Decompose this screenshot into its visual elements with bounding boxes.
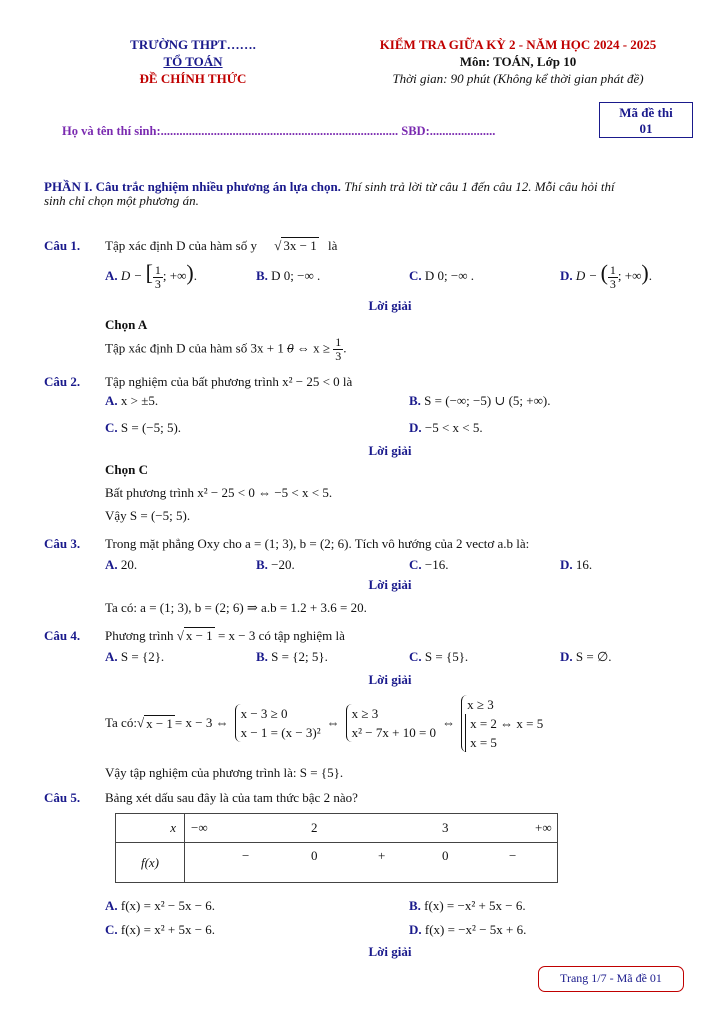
q1-sol-d: 3 bbox=[335, 349, 342, 363]
q4-d-label: D. bbox=[560, 649, 573, 664]
sign-table-f-label: f(x) bbox=[116, 843, 185, 883]
q3-c-label: C. bbox=[409, 557, 422, 572]
q3-b-text: −20. bbox=[271, 557, 295, 572]
department: TỔ TOÁN bbox=[163, 54, 223, 69]
q1-b-label: B. bbox=[256, 268, 268, 283]
q1-c-text: D 0; −∞ . bbox=[424, 268, 474, 283]
q4-d-text: S = ∅. bbox=[575, 649, 612, 664]
sign-table-row-x bbox=[116, 814, 558, 843]
q4-b-text: S = {2; 5}. bbox=[271, 649, 328, 664]
q5-b-label: B. bbox=[409, 898, 421, 913]
q1-d-pre: D − bbox=[575, 268, 598, 283]
q1-option-b bbox=[256, 268, 320, 284]
exam-title: KIỂM TRA GIỮA KỲ 2 - NĂM HỌC 2024 - 2025 bbox=[379, 37, 657, 52]
q4-sys3-c: x = 5 bbox=[470, 734, 497, 750]
q1-option-c bbox=[409, 268, 474, 284]
q1-stem: Tập xác định D của hàm số y bbox=[105, 238, 257, 253]
q2-text: Tập nghiệm của bất phương trình x² − 25 < 0 là bbox=[105, 374, 353, 389]
q2-choice: Chọn C bbox=[105, 462, 148, 477]
q1-solution-label: Lời giải bbox=[368, 298, 412, 313]
q4-text-pre: Phương trình bbox=[105, 628, 177, 643]
q4-arrow-2: ⇔ bbox=[442, 715, 456, 730]
q1-option-d: D. D − ( $\frac{1}{3}$ ; +∞). bbox=[560, 260, 652, 291]
q1-a-pre: D − bbox=[120, 268, 143, 283]
q5-d-label: D. bbox=[409, 922, 422, 937]
sign-f-zero-1: 0 bbox=[311, 848, 318, 863]
q1-solution: Tập xác định D của hàm số 3x + 1 0 ⇔ x ≥ $\frac{1}{3}$ . bbox=[105, 335, 347, 363]
part1-instr-2: sinh chỉ chọn một phương án. bbox=[44, 193, 199, 208]
q3-option-a bbox=[105, 557, 137, 573]
q4-arrow-1: ⇔ bbox=[326, 715, 340, 730]
sign-x-2: 2 bbox=[311, 820, 318, 835]
exam-code-label: Mã đề thi bbox=[619, 105, 673, 120]
q1-b-text: D 0; −∞ . bbox=[271, 268, 321, 283]
q4-sol-root: x − 1 bbox=[146, 715, 173, 731]
q5-option-a bbox=[105, 898, 215, 914]
q2-a-text: x > ±5. bbox=[120, 393, 159, 408]
school-name: TRƯỜNG THPT……. bbox=[130, 37, 256, 52]
q5-d-text: f(x) = −x² − 5x + 6. bbox=[424, 922, 527, 937]
q1-a-label: A. bbox=[105, 268, 118, 283]
sign-f-2: + bbox=[378, 848, 386, 863]
q1-d-frac-n: 1 bbox=[609, 262, 616, 277]
q2-c-label: C. bbox=[105, 420, 118, 435]
q2-number: Câu 2. bbox=[44, 374, 81, 389]
q1-option-a: A. D − [ $\frac{1}{3}$ ; +∞). bbox=[105, 260, 197, 291]
sign-f-3: − bbox=[509, 848, 517, 863]
q2-b-text: S = (−∞; −5) ∪ (5; +∞). bbox=[424, 393, 551, 408]
q4-sys2-b: x² − 7x + 10 = 0 bbox=[351, 725, 437, 740]
q3-solution-label: Lời giải bbox=[368, 577, 412, 592]
sign-table bbox=[115, 813, 558, 883]
sign-x-neg-inf: −∞ bbox=[191, 820, 208, 835]
q4-system-2 bbox=[346, 704, 436, 742]
q4-c-text: S = {5}. bbox=[424, 649, 469, 664]
q4-sys2-a: x ≥ 3 bbox=[351, 706, 379, 721]
q3-d-text: 16. bbox=[575, 557, 593, 572]
q4-sys1-b: x − 1 = (x − 3)² bbox=[240, 725, 321, 740]
q1-sol-mid: ⇔ x ≥ bbox=[293, 340, 334, 356]
sign-table-row-f bbox=[116, 843, 558, 883]
q2-option-a bbox=[105, 393, 158, 409]
q3-option-c bbox=[409, 557, 448, 573]
q2-solution-1: Bất phương trình x² − 25 < 0 ⇔ −5 < x < 5. bbox=[105, 485, 333, 500]
q2-solution-2: Vậy S = (−5; 5). bbox=[105, 508, 191, 523]
q4-c-label: C. bbox=[409, 649, 422, 664]
sign-x-3: 3 bbox=[442, 820, 449, 835]
sign-table-x-label: x bbox=[116, 814, 185, 843]
q3-text: Trong mặt phẳng Oxy cho a = (1; 3), b = (2; 6). Tích vô hướng của 2 vectơ a.b là: bbox=[105, 536, 530, 551]
q3-c-text: −16. bbox=[424, 557, 449, 572]
q4-sys3-inner bbox=[465, 714, 543, 752]
q4-conclusion: Vậy tập nghiệm của phương trình là: S = {5}. bbox=[105, 765, 344, 780]
q4-system-1 bbox=[235, 704, 321, 742]
q4-a-label: A. bbox=[105, 649, 118, 664]
q4-text: Phương trình √ x − 1 = x − 3 có tập nghiệm là bbox=[105, 628, 345, 643]
q3-option-b bbox=[256, 557, 295, 573]
q1-d-post: ; +∞ bbox=[617, 268, 642, 283]
q2-option-d bbox=[409, 420, 483, 436]
sign-table-x-values bbox=[185, 814, 558, 843]
q3-b-label: B. bbox=[256, 557, 268, 572]
q5-a-text: f(x) = x² − 5x − 6. bbox=[120, 898, 216, 913]
q2-solution-label: Lời giải bbox=[368, 443, 412, 458]
q4-option-d bbox=[560, 649, 612, 665]
q5-option-d bbox=[409, 922, 526, 938]
q2-a-label: A. bbox=[105, 393, 118, 408]
q4-option-a bbox=[105, 649, 164, 665]
exam-time: Thời gian: 90 phút (Không kể thời gian phát đề) bbox=[392, 71, 644, 86]
q1-root: 3x − 1 bbox=[283, 238, 317, 253]
q1-c-label: C. bbox=[409, 268, 422, 283]
q4-text-post: = x − 3 có tập nghiệm là bbox=[214, 628, 345, 643]
q4-b-label: B. bbox=[256, 649, 268, 664]
page-footer: Trang 1/7 - Mã đề 01 bbox=[538, 966, 684, 992]
q4-system-3 bbox=[461, 695, 543, 752]
q1-text: Tập xác định D của hàm số y √ 3x − 1 là bbox=[105, 238, 338, 253]
q1-sol-glyph: 0 bbox=[287, 340, 294, 356]
sign-f-zero-2: 0 bbox=[442, 848, 449, 863]
sign-table-f-values bbox=[185, 843, 558, 883]
q5-c-text: f(x) = x² + 5x − 6. bbox=[120, 922, 216, 937]
q2-option-b bbox=[409, 393, 550, 409]
q3-solution: Ta có: a = (1; 3), b = (2; 6) ⇒ a.b = 1.2 + 3.6 = 20. bbox=[105, 600, 367, 615]
q4-a-text: S = {2}. bbox=[120, 649, 165, 664]
q5-option-c bbox=[105, 922, 215, 938]
q4-solution: Ta có: √ x − 1 = x − 3 ⇔ x − 3 ≥ 0 x − 1 = (x − 3)² ⇔ x ≥ 3 x² − 7x + 10 = 0 ⇔ x ≥ 3 x = 2 ⇔ x = 5 x = 5 bbox=[105, 696, 544, 750]
q1-d-frac-d: 3 bbox=[609, 276, 616, 291]
q4-number: Câu 4. bbox=[44, 628, 81, 643]
q3-number: Câu 3. bbox=[44, 536, 81, 551]
q4-sol-pre: Ta có: bbox=[105, 715, 137, 730]
exam-code: 01 bbox=[639, 121, 653, 136]
q1-a-frac-d: 3 bbox=[154, 276, 161, 291]
q4-sys1-a: x − 3 ≥ 0 bbox=[240, 706, 288, 721]
part1-title: PHẦN I. Câu trắc nghiệm nhiều phương án lựa chọn. bbox=[44, 179, 341, 194]
q3-d-label: D. bbox=[560, 557, 573, 572]
q5-option-b bbox=[409, 898, 526, 914]
q4-solution-label: Lời giải bbox=[368, 672, 412, 687]
q5-b-text: f(x) = −x² + 5x − 6. bbox=[424, 898, 526, 913]
subject: Môn: TOÁN, Lớp 10 bbox=[459, 54, 577, 69]
q3-a-text: 20. bbox=[120, 557, 138, 572]
q4-root: x − 1 bbox=[185, 628, 213, 643]
q4-option-b bbox=[256, 649, 328, 665]
q2-b-label: B. bbox=[409, 393, 421, 408]
exam-code-box bbox=[599, 102, 693, 138]
sign-x-pos-inf: +∞ bbox=[535, 820, 552, 835]
q3-a-label: A. bbox=[105, 557, 118, 572]
official-label: ĐỀ CHÍNH THỨC bbox=[139, 71, 247, 86]
q1-a-post: ; +∞ bbox=[162, 268, 187, 283]
q5-c-label: C. bbox=[105, 922, 118, 937]
student-info-line: Họ và tên thí sinh:............................................................................ SBD:..................... bbox=[62, 124, 496, 138]
q3-option-d bbox=[560, 557, 592, 573]
q1-number: Câu 1. bbox=[44, 238, 81, 253]
q2-c-text: S = (−5; 5). bbox=[120, 420, 182, 435]
q2-d-label: D. bbox=[409, 420, 422, 435]
q1-sol-n: 1 bbox=[335, 335, 342, 349]
sign-f-1: − bbox=[242, 848, 250, 863]
q1-d-label: D. bbox=[560, 268, 573, 283]
q5-number: Câu 5. bbox=[44, 790, 81, 805]
q5-solution-label: Lời giải bbox=[368, 944, 412, 959]
q4-sys3-b: x = 2 ⇔ x = 5 bbox=[470, 715, 544, 731]
part1-instr-1: Thí sinh trả lời từ câu 1 đến câu 12. Mỗi câu hỏi thí bbox=[340, 179, 615, 194]
q4-sys3-a: x ≥ 3 bbox=[467, 696, 494, 712]
q2-option-c bbox=[105, 420, 181, 436]
q1-sol-pre: Tập xác định D của hàm số 3x + 1 bbox=[105, 340, 288, 356]
q4-option-c bbox=[409, 649, 468, 665]
q5-a-label: A. bbox=[105, 898, 118, 913]
q1-a-frac-n: 1 bbox=[154, 262, 161, 277]
q1-tail: là bbox=[327, 238, 338, 253]
q2-d-text: −5 < x < 5. bbox=[424, 420, 483, 435]
q1-choice: Chọn A bbox=[105, 317, 148, 332]
q5-text: Bảng xét dấu sau đây là của tam thức bậc 2 nào? bbox=[105, 790, 358, 805]
q4-sol-eq: = x − 3 ⇔ bbox=[174, 715, 229, 730]
